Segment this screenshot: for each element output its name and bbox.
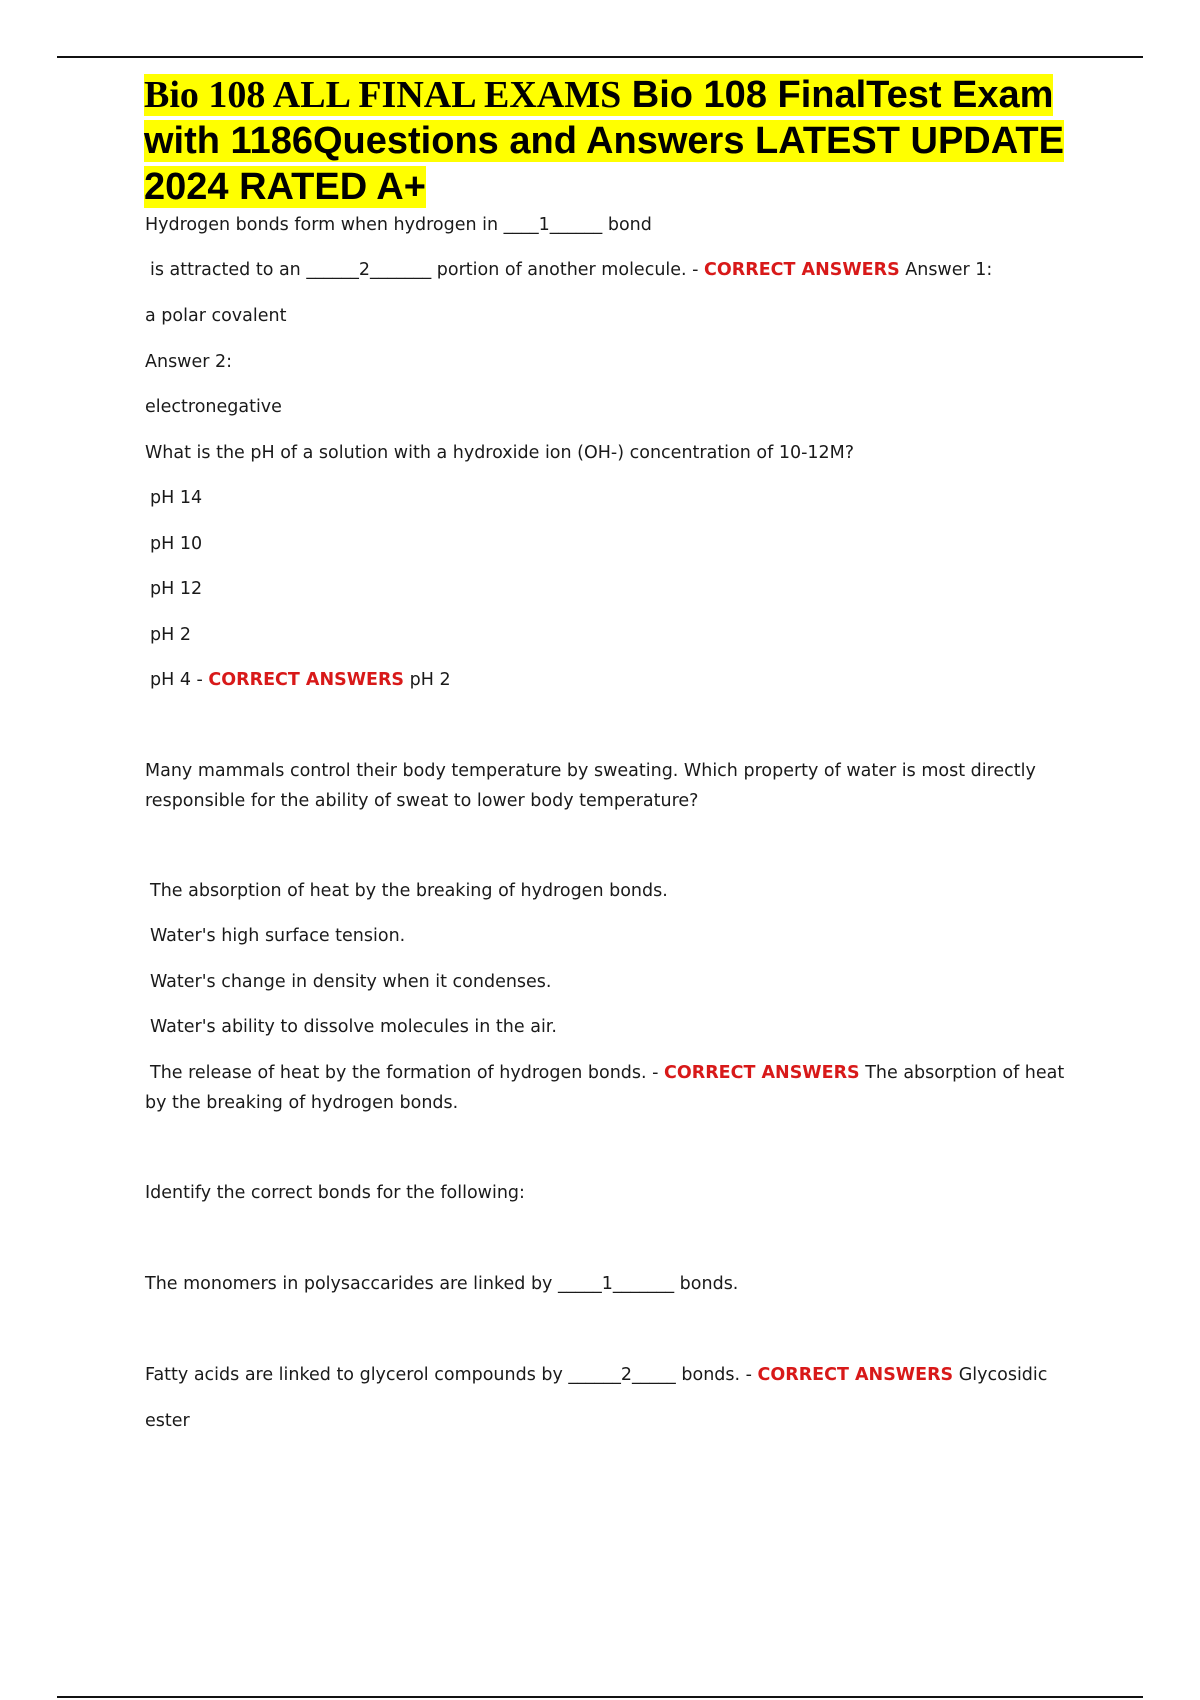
- q2-option: pH 10: [150, 534, 203, 554]
- top-rule: [57, 56, 1143, 58]
- q3-answer: The absorption of heat by the breaking of hydrogen bonds.: [145, 1063, 1070, 1113]
- correct-answers-label: CORRECT ANSWERS: [208, 670, 405, 690]
- q3-option: Water's ability to dissolve molecules in the air.: [150, 1017, 557, 1037]
- correct-answers-label: CORRECT ANSWERS: [664, 1063, 860, 1083]
- q3-question: Many mammals control their body temperature by sweating. Which property of water is most directly responsible for the ability of sweat to lower body temperature?: [145, 761, 1042, 811]
- q1-answer-inline: Answer 1:: [899, 260, 993, 280]
- q1-question-tail: is attracted to an ______2_______ portion of another molecule. -: [150, 260, 705, 280]
- q3-option: Water's change in density when it condenses.: [150, 972, 552, 992]
- q1-answer-2: electronegative: [145, 397, 282, 417]
- q4-answer-1: Glycosidic: [953, 1365, 1048, 1385]
- q3-option: The absorption of heat by the breaking of hydrogen bonds.: [150, 881, 668, 901]
- q2-option: pH 12: [150, 579, 203, 599]
- correct-answers-label: CORRECT ANSWERS: [704, 260, 900, 280]
- q2-answer: pH 2: [404, 670, 451, 690]
- correct-answers-label: CORRECT ANSWERS: [757, 1365, 954, 1385]
- q4-line-2: [145, 1360, 1085, 1390]
- q1-line-2: [150, 255, 1090, 285]
- q2-question: What is the pH of a solution with a hydroxide ion (OH-) concentration of 10-12M?: [145, 443, 855, 463]
- q1-line-1: Hydrogen bonds form when hydrogen in ____1______ bond: [145, 215, 652, 235]
- q2-option: pH 14: [150, 488, 203, 508]
- q3-option-text: The release of heat by the formation of hydrogen bonds. -: [150, 1063, 665, 1083]
- q2-option: pH 2: [150, 625, 191, 645]
- bottom-rule: [57, 1696, 1143, 1698]
- q4-intro: Identify the correct bonds for the following:: [145, 1183, 525, 1203]
- title-part-sans: Bio 108 FinalTest Exam with 1186Questions and Answers LATEST UPDATE 2024 RATED A+: [144, 74, 1064, 208]
- q4-answer-2: ester: [145, 1411, 190, 1431]
- q3-option: Water's high surface tension.: [150, 926, 406, 946]
- q1-answer-2-label: Answer 2:: [145, 352, 233, 372]
- title-part-serif: Bio 108 ALL FINAL EXAMS: [144, 74, 622, 116]
- document-title: [144, 72, 1084, 210]
- q4-line-1: The monomers in polysaccarides are linked by _____1_______ bonds.: [145, 1274, 739, 1294]
- q2-option-text: pH 4 -: [150, 670, 209, 690]
- q3-last-option: [145, 1058, 1085, 1118]
- q2-last-option: [150, 665, 1090, 695]
- q4-question-tail: Fatty acids are linked to glycerol compounds by ______2_____ bonds. -: [145, 1365, 758, 1385]
- q1-answer-1: a polar covalent: [145, 306, 287, 326]
